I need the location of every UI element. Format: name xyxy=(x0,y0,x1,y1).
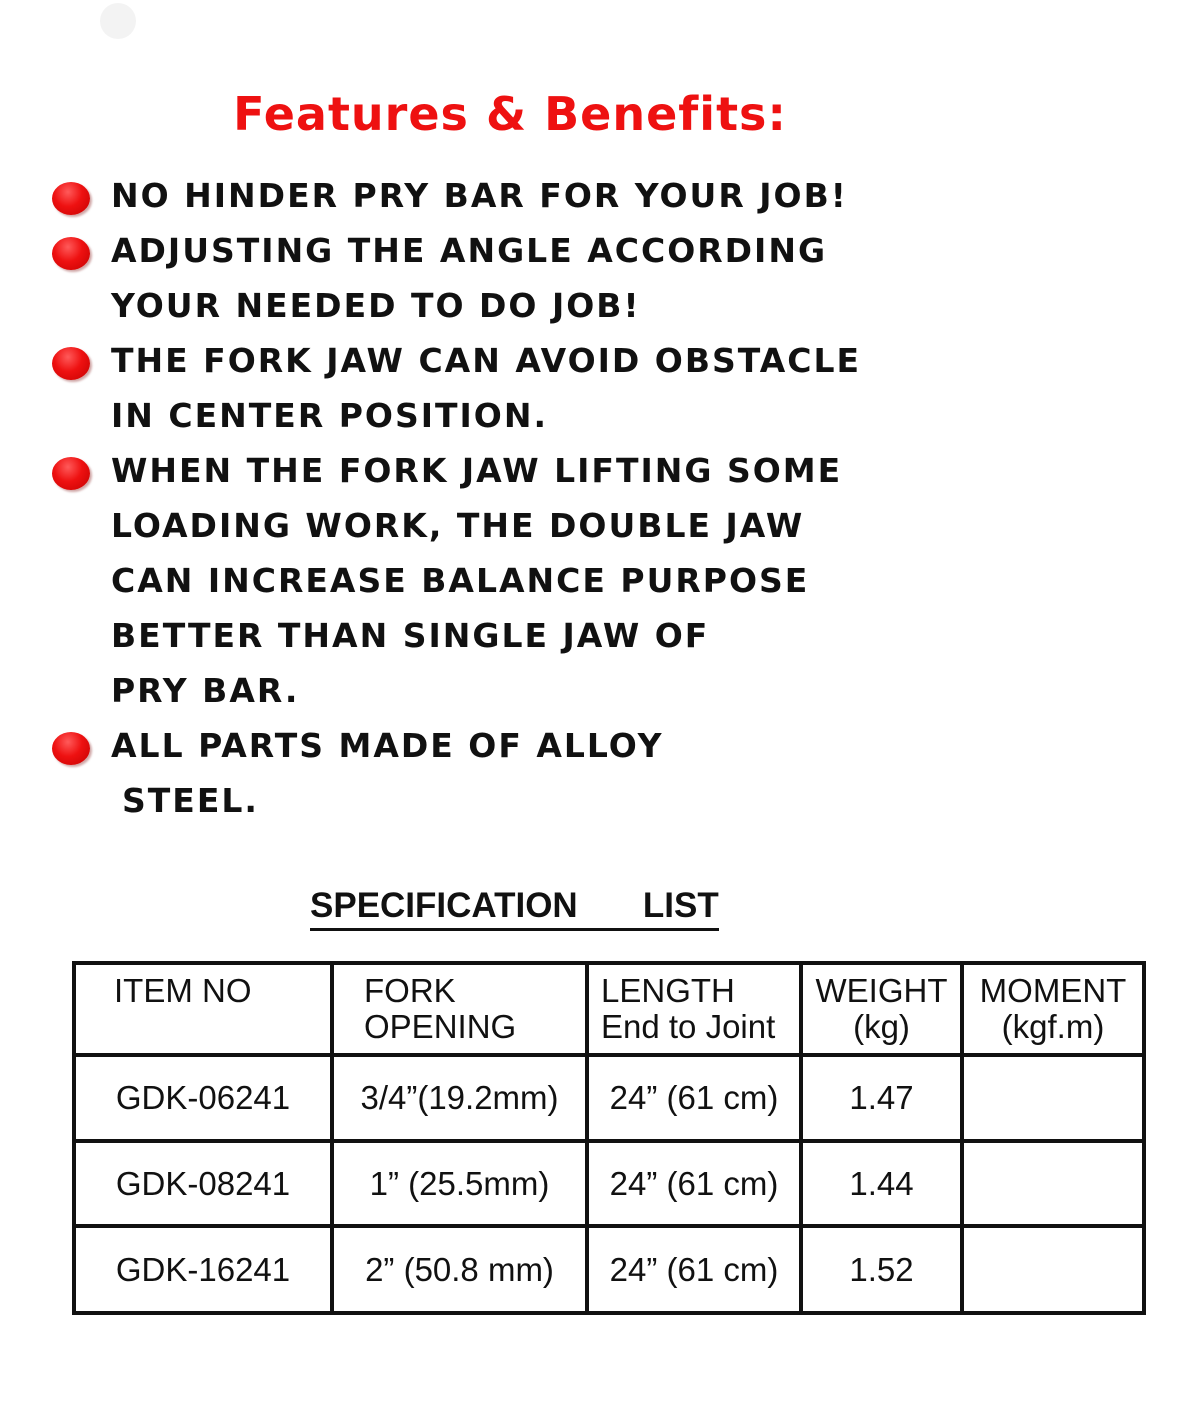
feature-line: STEEL. xyxy=(122,781,259,820)
feature-line: CAN INCREASE BALANCE PURPOSE xyxy=(111,561,810,600)
page-title: Features & Benefits: xyxy=(233,87,787,141)
spec-header-text: LENGTH xyxy=(601,972,735,1009)
red-bullet-icon xyxy=(52,457,90,490)
feature-line: LOADING WORK, THE DOUBLE JAW xyxy=(111,506,805,545)
spec-cell: GDK-16241 xyxy=(74,1226,332,1313)
spec-cell: 1.44 xyxy=(801,1141,962,1226)
spec-cell: GDK-06241 xyxy=(74,1055,332,1141)
feature-line: WHEN THE FORK JAW LIFTING SOME xyxy=(111,451,843,490)
feature-line: NO HINDER PRY BAR FOR YOUR JOB! xyxy=(111,176,848,215)
feature-item xyxy=(0,333,1178,443)
red-bullet-icon xyxy=(52,182,90,215)
feature-line: ALL PARTS MADE OF ALLOY xyxy=(111,726,664,765)
spec-header-text: WEIGHT xyxy=(815,972,948,1009)
feature-item xyxy=(0,223,1178,333)
spec-cell: 1.52 xyxy=(801,1226,962,1313)
spec-header-cell xyxy=(332,963,587,1055)
spec-cell: 24” (61 cm) xyxy=(587,1055,801,1141)
spec-header-text: FORK xyxy=(364,972,456,1009)
spec-header-text: End to Joint xyxy=(601,1008,776,1045)
feature-line: BETTER THAN SINGLE JAW OF xyxy=(111,616,710,655)
spec-header-cell xyxy=(962,963,1144,1055)
feature-item xyxy=(0,443,1178,718)
feature-item xyxy=(0,168,1178,223)
feature-line: THE FORK JAW CAN AVOID OBSTACLE xyxy=(111,341,862,380)
feature-line: IN CENTER POSITION. xyxy=(111,396,548,435)
feature-item xyxy=(0,718,1178,828)
spec-header-text: OPENING xyxy=(364,1008,517,1045)
features-list xyxy=(0,168,1178,828)
spec-header-text: MOMENT xyxy=(979,972,1127,1009)
spec-cell: 24” (61 cm) xyxy=(587,1226,801,1313)
spec-cell: 1.47 xyxy=(801,1055,962,1141)
spec-cell: 1” (25.5mm) xyxy=(332,1141,587,1226)
spec-cell: 2” (50.8 mm) xyxy=(332,1226,587,1313)
spec-cell xyxy=(962,1055,1144,1141)
spec-cell xyxy=(962,1226,1144,1313)
spec-header-text: (kgf.m) xyxy=(1001,1008,1105,1045)
spec-header-row xyxy=(74,963,1144,1055)
spec-cell: 3/4”(19.2mm) xyxy=(332,1055,587,1141)
red-bullet-icon xyxy=(52,237,90,270)
feature-line: PRY BAR. xyxy=(111,671,300,710)
spec-header-text: (kg) xyxy=(853,1008,910,1045)
red-bullet-icon xyxy=(52,732,90,765)
spec-header-cell xyxy=(74,963,332,1055)
corner-circle-decoration xyxy=(100,3,136,39)
spec-body xyxy=(74,1055,1144,1313)
spec-list-title: SPECIFICATION LIST xyxy=(310,884,719,931)
spec-table xyxy=(72,961,1146,1315)
table-row xyxy=(74,1141,1144,1226)
feature-line: YOUR NEEDED TO DO JOB! xyxy=(111,286,641,325)
spec-cell: 24” (61 cm) xyxy=(587,1141,801,1226)
feature-line: ADJUSTING THE ANGLE ACCORDING xyxy=(111,231,828,270)
spec-header-text: ITEM NO xyxy=(114,972,252,1009)
spec-cell xyxy=(962,1141,1144,1226)
spec-cell: GDK-08241 xyxy=(74,1141,332,1226)
spec-header-cell xyxy=(801,963,962,1055)
table-row xyxy=(74,1226,1144,1313)
table-row xyxy=(74,1055,1144,1141)
spec-header-cell xyxy=(587,963,801,1055)
red-bullet-icon xyxy=(52,347,90,380)
